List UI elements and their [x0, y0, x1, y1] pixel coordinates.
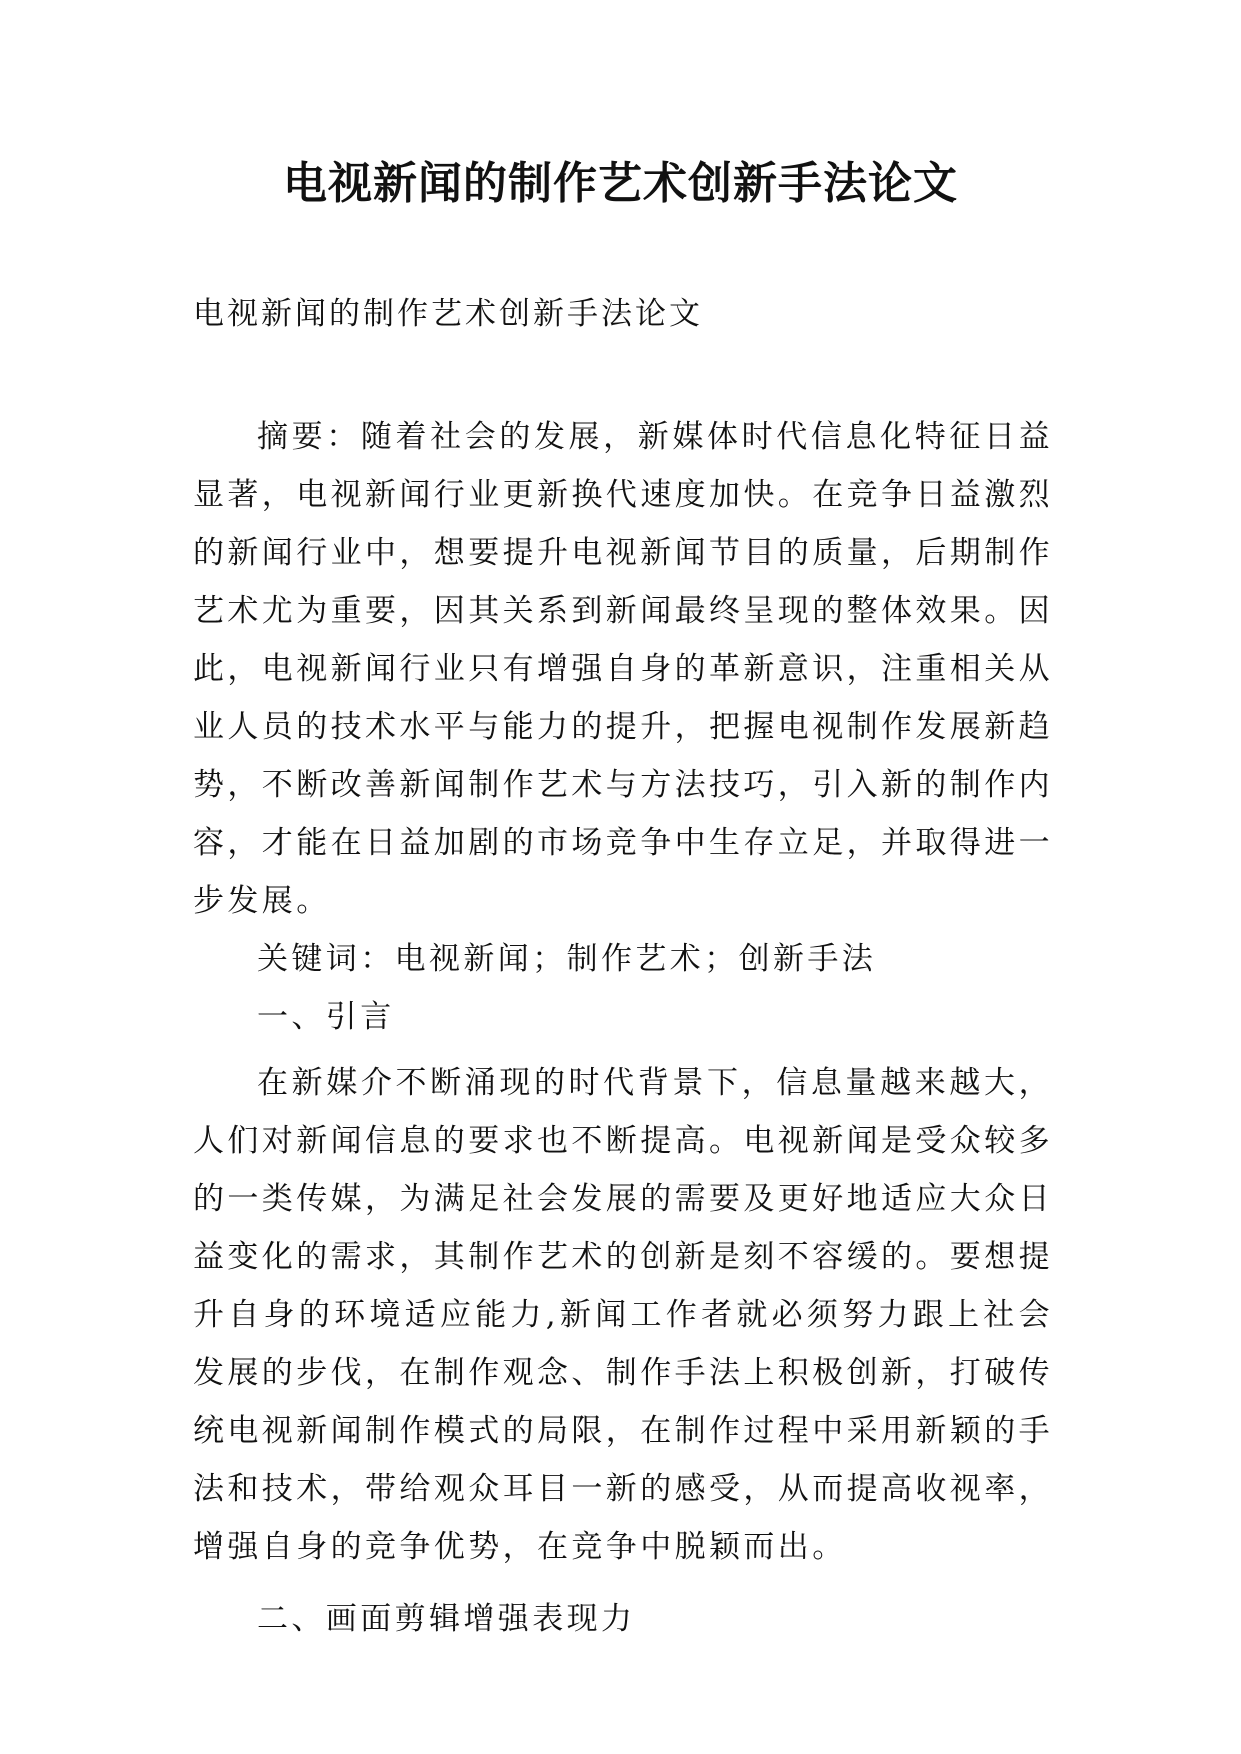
section-1-heading: 一、引言: [257, 999, 395, 1035]
abstract-paragraph: 摘要：随着社会的发展，新媒体时代信息化特征日益显著，电视新闻行业更新换代速度加快。在竞争日益激烈的新闻行业中，想要提升电视新闻节目的质量，后期制作艺术尤为重要，因其关系到新闻最终呈现的整体效果。因此，电视新闻行业只有增强自身的革新意识，注重相关从业人员的技术水平与能力的提升，把握电视制作发展新趋势，不断改善新闻制作艺术与方法技巧，引入新的制作内容，才能在日益加剧的市场竞争中生存立足，并取得进一步发展。: [193, 419, 1053, 919]
section-2-heading: 二、画面剪辑增强表现力: [257, 1601, 636, 1637]
section-1-body: 在新媒介不断涌现的时代背景下，信息量越来越大，人们对新闻信息的要求也不断提高。电视新闻是受众较多的一类传媒，为满足社会发展的需要及更好地适应大众日益变化的需求，其制作艺术的创新是刻不容缓的。要想提升自身的环境适应能力,新闻工作者就必须努力跟上社会发展的步伐，在制作观念、制作手法上积极创新，打破传统电视新闻制作模式的局限，在制作过程中采用新颖的手法和技术，带给观众耳目一新的感受，从而提高收视率，增强自身的竞争优势，在竞争中脱颖而出。: [193, 1065, 1053, 1565]
keywords-paragraph: 关键词：电视新闻；制作艺术；创新手法: [257, 941, 877, 977]
document-subtitle: 电视新闻的制作艺术创新手法论文: [193, 296, 703, 332]
document-body: [193, 408, 1053, 1648]
document-title: 电视新闻的制作艺术创新手法论文: [283, 158, 958, 209]
